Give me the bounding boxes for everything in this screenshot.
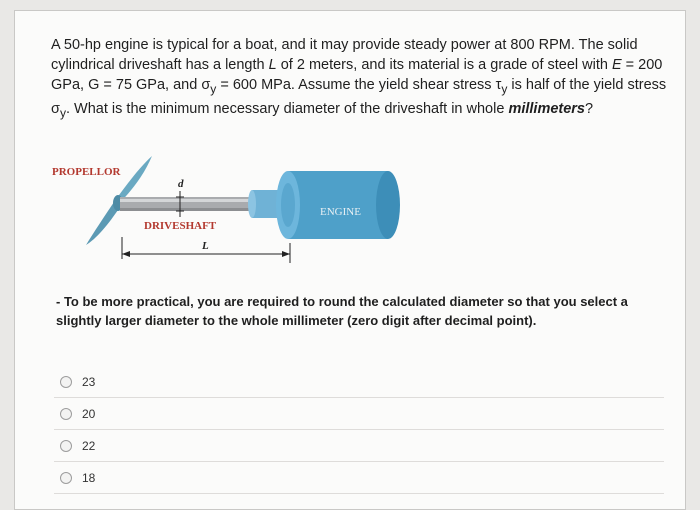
shaft-shadow xyxy=(120,208,256,211)
driveshaft-label: DRIVESHAFT xyxy=(144,220,217,232)
d-label: d xyxy=(178,178,184,190)
l-arrow-left xyxy=(122,251,130,257)
answer-label: 20 xyxy=(82,406,96,421)
shaft-highlight xyxy=(120,199,256,202)
answer-option[interactable] xyxy=(54,430,664,462)
answer-option[interactable] xyxy=(54,398,664,430)
engine-body xyxy=(288,171,388,239)
engine-end xyxy=(376,171,400,239)
rounding-note: - To be more practical, you are required to round the calculated diameter so that you select a slightly larger diameter to the whole millimeter (zero digit after decimal point). xyxy=(56,294,628,328)
radio-button-icon[interactable] xyxy=(60,472,72,484)
propellor-label: PROPELLOR xyxy=(52,166,121,178)
radio-button-icon[interactable] xyxy=(60,376,72,388)
answer-options xyxy=(54,366,664,494)
l-arrow-right xyxy=(282,251,290,257)
answer-option[interactable] xyxy=(54,366,664,398)
answer-label: 23 xyxy=(82,374,96,389)
answer-option[interactable] xyxy=(54,462,664,494)
coupling-face xyxy=(248,190,256,218)
driveshaft-diagram xyxy=(40,145,420,270)
answer-label: 18 xyxy=(82,470,96,485)
length-label: L xyxy=(202,240,209,252)
radio-button-icon[interactable] xyxy=(60,440,72,452)
engine-face-inner xyxy=(281,183,295,227)
engine-label: ENGINE xyxy=(320,206,361,218)
answer-label: 22 xyxy=(82,438,96,453)
radio-button-icon[interactable] xyxy=(60,408,72,420)
question-text: A 50-hp engine is typical for a boat, and it may provide steady power at 800 RPM. The solid cylindrical driveshaft has a length L of 2 meters, and its material is a grade of steel with E = 200 GPa, G = 75 GPa, and $\sigma_y = 600$ MPa. Assume the yield shear stress $\tau_y$ is half of the yield stress $\sigma_y$. What is the minimum necessary diameter of the driveshaft in whole millimeters? xyxy=(51,37,667,120)
